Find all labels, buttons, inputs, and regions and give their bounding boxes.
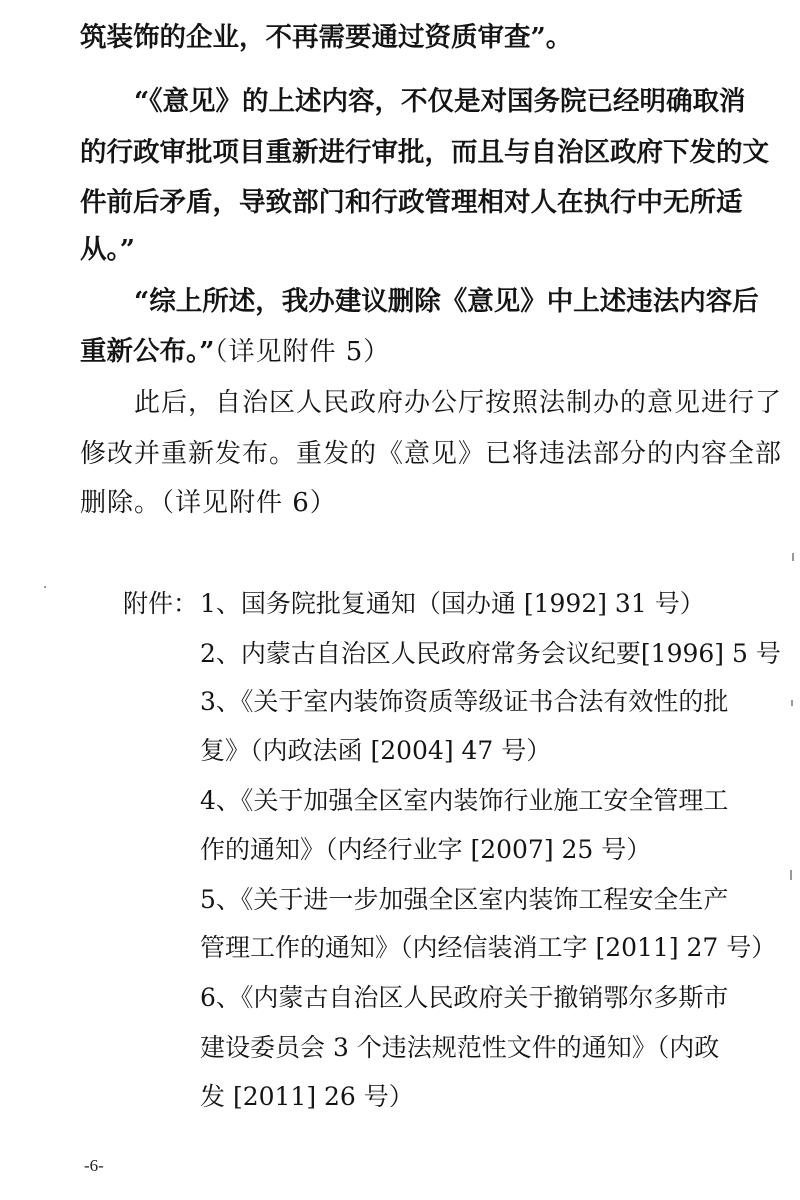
- paragraph-2-line-4: 从。”: [80, 234, 135, 265]
- attachment-item-5-line-1: 5、《关于进一步加强全区室内装饰工程安全生产: [200, 885, 729, 914]
- attachment-item-1: 1、国务院批复通知（国办通 [1992] 31 号）: [200, 589, 705, 618]
- paragraph-4-line-2: 修改并重新发布。重发的《意见》已将违法部分的内容全部: [80, 439, 783, 469]
- paragraph-1-line-1: 筑装饰的企业，不再需要通过资质审查”。: [80, 22, 573, 53]
- paragraph-4-line-3: 删除。（详见附件 6）: [80, 488, 337, 518]
- attachment-item-4-line-2: 作的通知》（内经行业字 [2007] 25 号）: [200, 835, 652, 864]
- scan-speck: [790, 870, 792, 880]
- scan-speck: [791, 700, 793, 706]
- paragraph-3-line-1: “综上所述，我办建议删除《意见》中上述违法内容后: [134, 286, 759, 317]
- attachment-item-6-line-1: 6、《内蒙古自治区人民政府关于撤销鄂尔多斯市: [200, 983, 729, 1012]
- attachment-item-5-line-2: 管理工作的通知》（内经信装消工字 [2011] 27 号）: [200, 933, 777, 962]
- paragraph-2-line-2: 的行政审批项目重新进行审批，而且与自治区政府下发的文: [80, 137, 769, 168]
- paragraph-3-line-2: [80, 334, 390, 370]
- paragraph-3-bold-text: 重新公布。”: [80, 336, 215, 367]
- scan-speck: [792, 553, 794, 561]
- paragraph-4-line-1: 此后，自治区人民政府办公厅按照法制办的意见进行了: [134, 388, 783, 418]
- attachment-item-4-line-1: 4、《关于加强全区室内装饰行业施工安全管理工: [200, 786, 729, 815]
- page-number: -6-: [84, 1156, 104, 1175]
- paragraph-2-line-3: 件前后矛盾，导致部门和行政管理相对人在执行中无所适: [80, 187, 743, 218]
- attachment-item-3-line-1: 3、《关于室内装饰资质等级证书合法有效性的批: [200, 687, 729, 716]
- attachments-label: 附件：: [123, 589, 199, 618]
- attachment-item-3-line-2: 复》（内政法函 [2004] 47 号）: [200, 736, 552, 765]
- attachment-item-2: 2、内蒙古自治区人民政府常务会议纪要[1996] 5 号: [200, 639, 781, 668]
- scan-speck: [44, 586, 46, 588]
- paragraph-2-line-1: “《意见》的上述内容，不仅是对国务院已经明确取消: [134, 86, 746, 117]
- attachment-5-reference: （详见附件 5）: [214, 337, 391, 367]
- attachment-item-6-line-3: 发 [2011] 26 号）: [200, 1082, 414, 1111]
- attachment-item-6-line-2: 建设委员会 3 个违法规范性文件的通知》（内政: [200, 1033, 720, 1062]
